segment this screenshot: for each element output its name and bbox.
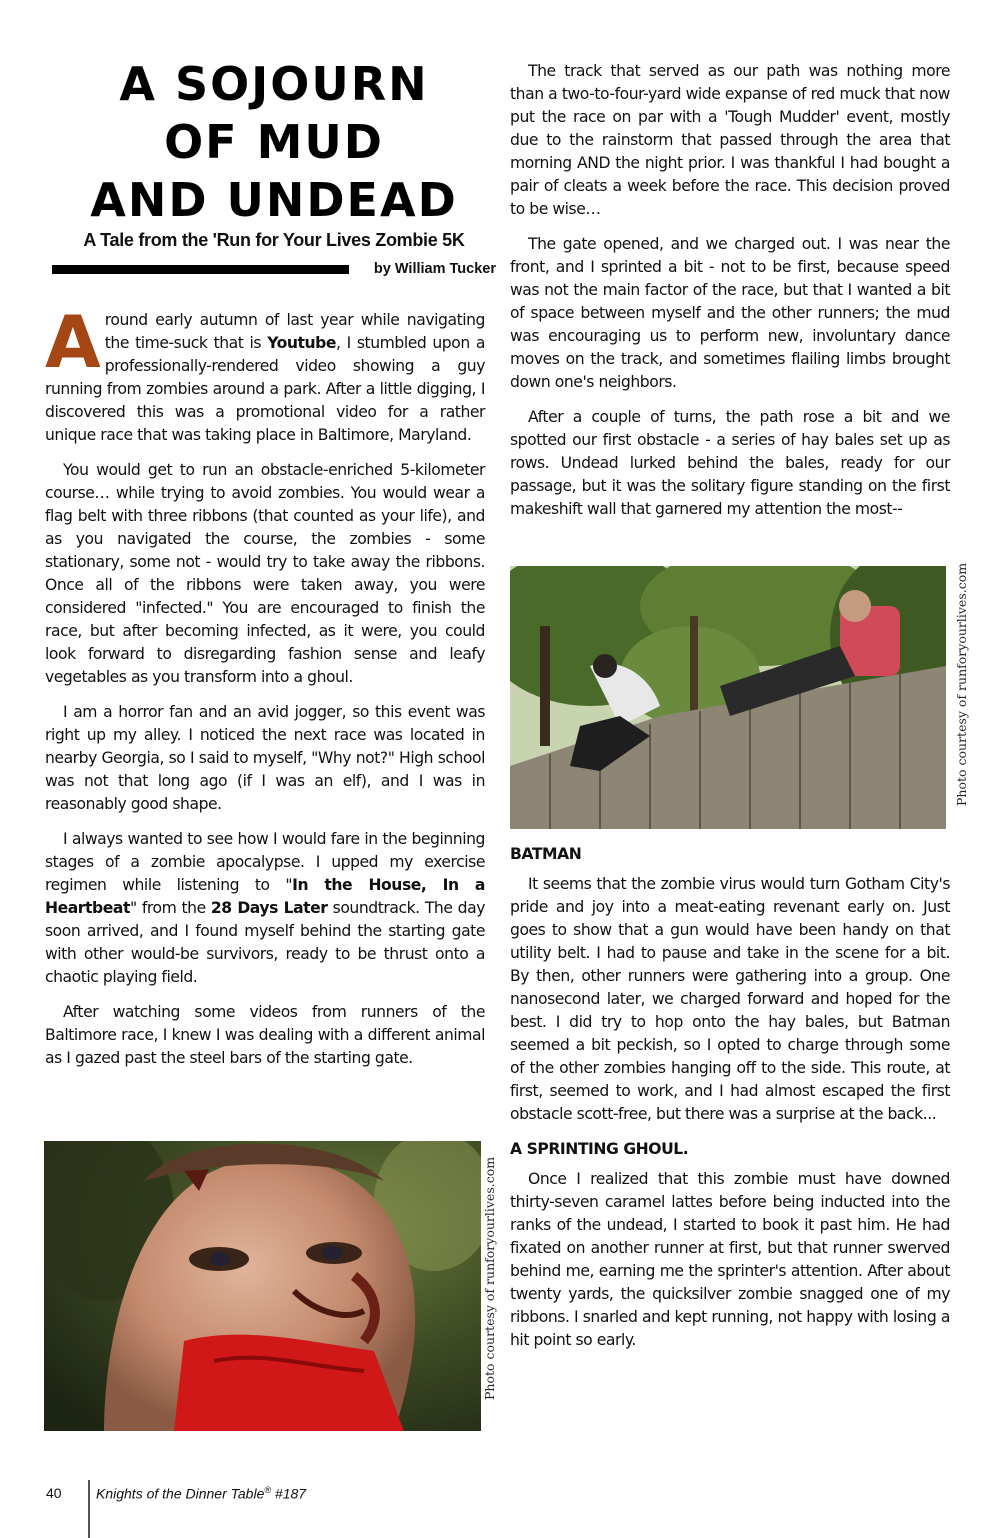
section-heading-batman: BATMAN bbox=[510, 845, 582, 863]
footer-divider bbox=[88, 1480, 90, 1538]
page-number: 40 bbox=[46, 1485, 62, 1501]
paragraph: The track that served as our path was nothing more than a two-to-four-yard wide expanse of red muck that now put the race on par with a 'Tough Mudder' event, mostly due to the rainstorm that passed through the area that morning AND the night prior. I was thankful I had bought a pair of cleats a week before the race. This decision proved to be wise… bbox=[510, 62, 950, 218]
paragraph: You would get to run an obstacle-enriched 5-kilometer course… while trying to avoid zombies. You would wear a flag belt with three ribbons (that counted as your life), and as you navigated the course, the zombies - some stationary, some not - would try to take away the ribbons. Once all of the ribbons were taken away, you were considered "infected." You are encouraged to finish the race, but after becoming infected, as it were, you could look forward to disregarding fashion sense and leafy vegetables as you transform into a ghoul. bbox=[45, 461, 485, 686]
title-rule bbox=[52, 265, 349, 274]
title-line-3: AND UNDEAD bbox=[90, 173, 458, 227]
title-line-1: A SOJOURN bbox=[119, 57, 429, 111]
batman-wall-photo bbox=[510, 566, 946, 829]
left-column bbox=[45, 300, 485, 1082]
article-title bbox=[52, 55, 496, 229]
paragraph: Around early autumn of last year while navigating the time-suck that is Youtube, I stumbled upon a professionally-rendered video showing a guy running from zombies around a park. After a little digging, I discovered this was a promotional video for a rather unique race that was taking place in Baltimore, Maryland. bbox=[45, 300, 485, 444]
right-column-bottom bbox=[510, 843, 950, 1364]
paragraph: Once I realized that this zombie must have downed thirty-seven caramel lattes before being inducted into the ranks of the undead, I started to book it past him. He had fixated on another runner at first, but that runner swerved behind me, earning me the sprinter's attention. After about twenty yards, the quicksilver zombie snagged one of my ribbons. I snarled and kept running, not happy with losing a hit point so early. bbox=[510, 1170, 950, 1349]
paragraph: It seems that the zombie virus would turn Gotham City's pride and joy into a meat-eating revenant early on. Just goes to show that a gun would have been handy on that utility belt. I had to pause and take in the scene for a bit. By then, other runners were gathering into a group. One nanosecond later, we charged forward and hoped for the best. I did try to hop onto the hay bales, but Batman seemed a bit peckish, so I opted to charge through some of the other zombies hanging off to the side. This route, at first, seemed to work, and I had almost escaped the first obstacle scott-free, but there was a surprise at the back... bbox=[510, 875, 950, 1123]
magazine-title: Knights of the Dinner Table® #187 bbox=[96, 1485, 307, 1502]
photo-credit-left: Photo courtesy of runforyourlives.com bbox=[482, 1156, 497, 1400]
photo-credit-right: Photo courtesy of runforyourlives.com bbox=[954, 562, 969, 806]
paragraph: The gate opened, and we charged out. I was near the front, and I sprinted a bit - not to be first, because speed was not the main factor of the race, but that I wanted a bit of space between myself and the other runners; the mud was encouraging us to perform new, involuntary dance moves on the track, and sometimes flailing limbs brought down one's neighbors. bbox=[510, 235, 950, 391]
paragraph: After a couple of turns, the path rose a bit and we spotted our first obstacle - a series of hay bales set up as rows. Undead lurked behind the bales, ready for our passage, but it was the solitary figure standing on the first makeshift wall that garnered my attention the most-- bbox=[510, 408, 950, 518]
zombie-face-photo bbox=[44, 1141, 481, 1431]
paragraph: I am a horror fan and an avid jogger, so this event was right up my alley. I noticed the next race was located in nearby Georgia, so I said to myself, "Why not?" High school was not that long ago (if I was an elf), and I was in reasonably good shape. bbox=[45, 703, 485, 813]
section-heading-sprinting-ghoul: A SPRINTING GHOUL. bbox=[510, 1140, 689, 1158]
article-subtitle: A Tale from the 'Run for Your Lives Zombie 5K bbox=[83, 230, 465, 250]
paragraph: After watching some videos from runners of the Baltimore race, I knew I was dealing with a different animal as I gazed past the steel bars of the starting gate. bbox=[45, 1003, 485, 1067]
paragraph: I always wanted to see how I would fare in the beginning stages of a zombie apocalypse. I upped my exercise regimen while listening to "In the House, In a Heartbeat" from the 28 Days Later soundtrack. The day soon arrived, and I found myself behind the starting gate with other would-be survivors, ready to be thrust onto a chaotic playing field. bbox=[45, 830, 485, 986]
title-line-2: OF MUD bbox=[164, 115, 384, 169]
right-column-top bbox=[510, 60, 950, 533]
drop-cap: A bbox=[45, 300, 99, 384]
youtube-bold: Youtube bbox=[267, 334, 337, 352]
byline: by William Tucker bbox=[373, 261, 496, 277]
